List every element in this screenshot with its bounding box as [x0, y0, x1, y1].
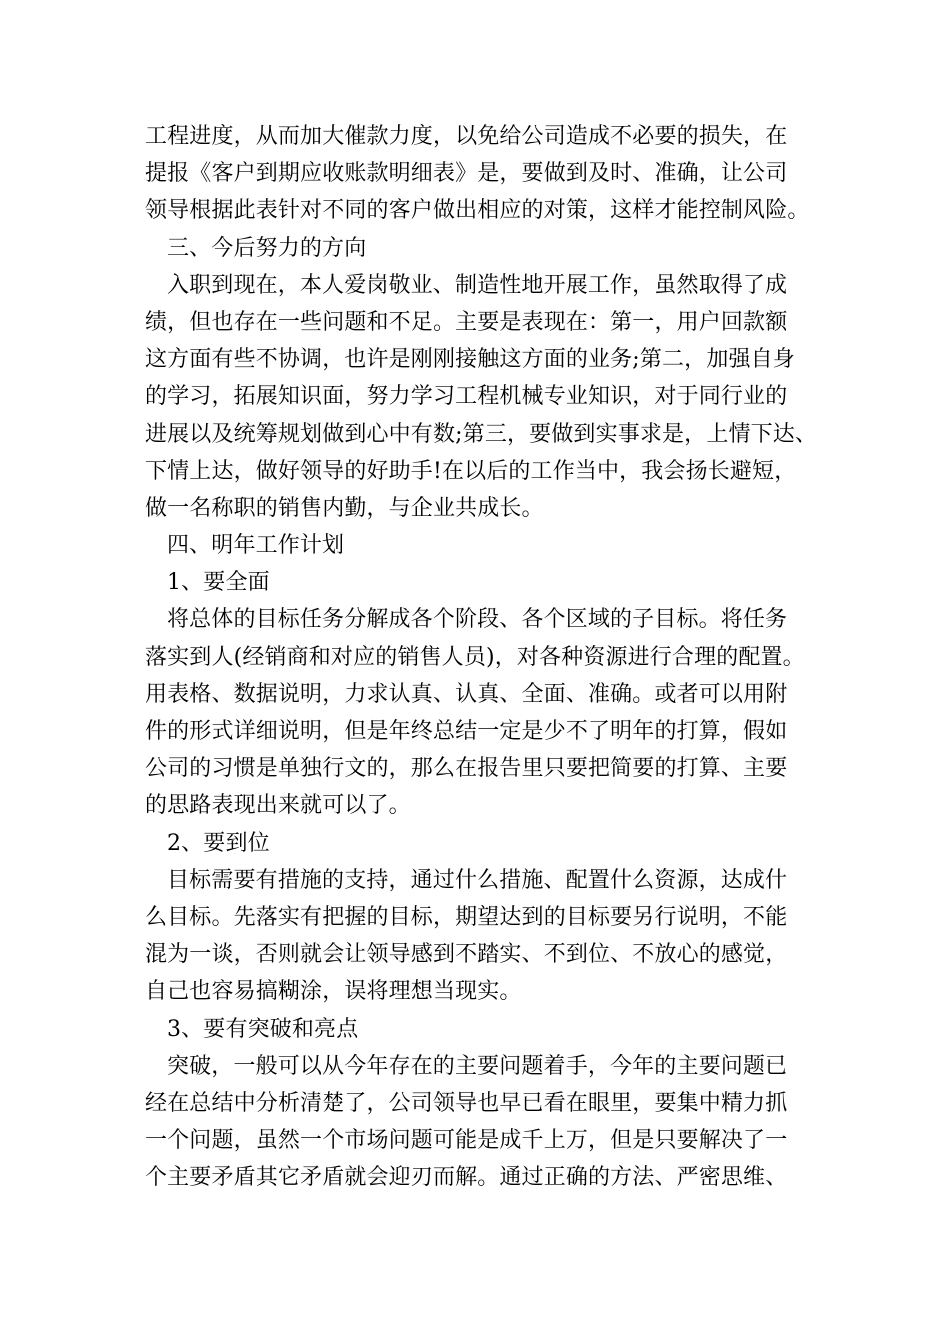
- text-line: 经在总结中分析清楚了，公司领导也早已看在眼里，要集中精力抓: [145, 1090, 788, 1116]
- text-line: 这方面有些不协调，也许是刚刚接触这方面的业务;第二，加强自身: [145, 347, 795, 373]
- text-line: 自己也容易搞糊涂，误将理想当现实。: [145, 979, 522, 1005]
- text-line: 公司的习惯是单独行文的，那么在报告里只要把简要的打算、主要: [145, 756, 788, 782]
- text-line: 工程进度，从而加大催款力度，以免给公司造成不必要的损失，在: [145, 124, 788, 149]
- text-line: 入职到现在，本人爱岗敬业、制造性地开展工作，虽然取得了成: [167, 272, 788, 298]
- text-line: 突破，一般可以从今年存在的主要问题着手，今年的主要问题已: [167, 1053, 788, 1079]
- subsection-heading: 2、要到位: [167, 830, 270, 856]
- text-line: 一个问题，虽然一个市场问题可能是成千上万，但是只要解决了一: [145, 1128, 788, 1154]
- text-line: 的学习，拓展知识面，努力学习工程机械专业知识，对于同行业的: [145, 384, 788, 410]
- text-line: 下情上达，做好领导的好助手!在以后的工作当中，我会扬长避短，: [145, 458, 797, 484]
- text-line: 么目标。先落实有把握的目标，期望达到的目标要另行说明，不能: [145, 904, 788, 930]
- document-body: [145, 118, 818, 1196]
- text-line: 混为一谈，否则就会让领导感到不踏实、不到位、不放心的感觉，: [145, 942, 788, 968]
- text-line: 做一名称职的销售内勤，与企业共成长。: [145, 495, 544, 521]
- text-line: 的思路表现出来就可以了。: [145, 793, 411, 819]
- text-line: 用表格、数据说明，力求认真、认真、全面、准确。或者可以用附: [145, 681, 788, 707]
- text-line: 件的形式详细说明，但是年终总结一定是少不了明年的打算，假如: [145, 719, 788, 744]
- text-line: 提报《客户到期应收账款明细表》是，要做到及时、准确，让公司: [145, 161, 788, 187]
- text-line: 个主要矛盾其它矛盾就会迎刃而解。通过正确的方法、严密思维、: [145, 1165, 788, 1191]
- text-line: 将总体的目标任务分解成各个阶段、各个区域的子目标。将任务: [167, 607, 788, 633]
- text-line: 绩，但也存在一些问题和不足。主要是表现在：第一，用户回款额: [145, 309, 788, 335]
- subsection-heading: 1、要全面: [167, 570, 270, 596]
- text-line: 进展以及统筹规划做到心中有数;第三，要做到实事求是，上情下达、: [145, 421, 818, 447]
- subsection-heading: 3、要有突破和亮点: [167, 1016, 359, 1042]
- section-heading: 三、今后努力的方向: [167, 235, 367, 261]
- text-line: 领导根据此表针对不同的客户做出相应的对策，这样才能控制风险。: [145, 198, 810, 224]
- text-line: 落实到人(经销商和对应的销售人员)，对各种资源进行合理的配置。: [145, 644, 805, 670]
- section-heading: 四、明年工作计划: [167, 533, 345, 559]
- text-line: 目标需要有措施的支持，通过什么措施、配置什么资源，达成什: [167, 867, 788, 893]
